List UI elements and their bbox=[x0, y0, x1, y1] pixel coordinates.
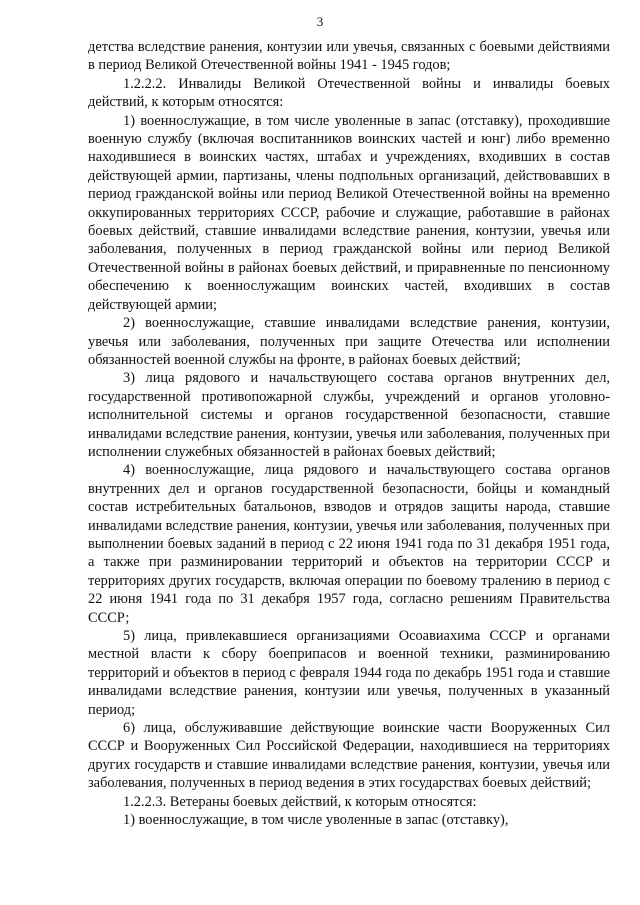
paragraph-item-5: 5) лица, привлекавшиеся организациями Осоавиахима СССР и органами местной власти к сбору боеприпасов и военной техники, разминированию территорий и объектов в период с февраля 1944 года по декабрь 1951 года и ставшие инвалидами вследствие ранения, контузии или увечья, полученных в указанный период; bbox=[88, 628, 610, 718]
paragraph-item-4: 4) военнослужащие, лица рядового и начальствующего состава органов внутренних дел и органов государственной безопасности, бойцы и командный состав истребительных батальонов, взводов и отрядов защиты народа, ставшие инвалидами вследствие ранения, контузии, увечья или заболевания, полученных при выполнении боевых заданий в период с 22 июня 1941 года по 31 декабря 1951 года, а также при разминировании территорий и объектов на территории СССР и территориях других государств, включая операции по боевому тралению в период с 22 июня 1941 года по 31 декабря 1957 года, согласно решениям Правительства СССР; bbox=[88, 462, 610, 626]
paragraph-item-2: 2) военнослужащие, ставшие инвалидами вследствие ранения, контузии, увечья или заболевания, полученных при защите Отечества или исполнении обязанностей военной службы на фронте, в районах боевых действий; bbox=[88, 315, 610, 368]
paragraph-item-3: 3) лица рядового и начальствующего состава органов внутренних дел, государственной противопожарной службы, учреждений и органов уголовно-исполнительной системы и органов государственной безопасности, ставшие инвалидами вследствие ранения, контузии, увечья или заболевания, полученных при исполнении служебных обязанностей в районах боевых действий; bbox=[88, 370, 610, 460]
paragraph-section-1-2-2-3: 1.2.2.3. Ветераны боевых действий, к которым относятся: bbox=[123, 793, 477, 810]
page-number: 3 bbox=[316, 14, 324, 29]
document-body bbox=[88, 38, 610, 829]
paragraph-item-1-veterans: 1) военнослужащие, в том числе уволенные в запас (отставку), bbox=[123, 812, 509, 829]
paragraph-item-6: 6) лица, обслуживавшие действующие воинские части Вооруженных Сил СССР и Вооруженных Сил Российской Федерации, находившиеся на территориях других государств и ставшие инвалидами вследствие ранения, контузии, увечья или заболевания, полученных в период ведения в этих государствах боевых действий; bbox=[88, 720, 610, 792]
paragraph-section-1-2-2-2: 1.2.2.2. Инвалиды Великой Отечественной войны и инвалиды боевых действий, к которым относятся: bbox=[88, 75, 610, 111]
paragraph-continuation: детства вследствие ранения, контузии или увечья, связанных с боевыми действиями в период Великой Отечественной войны 1941 - 1945 годов; bbox=[88, 39, 610, 74]
paragraph-item-1: 1) военнослужащие, в том числе уволенные в запас (отставку), проходившие военную службу (включая воспитанников воинских частей и юнг) либо временно находившиеся в воинских частях, штабах и учреждениях, входивших в состав действующей армии, партизаны, члены подпольных организаций, действовавших в период гражданской войны или период Великой Отечественной войны на временно оккупированных территориях СССР, рабочие и служащие, работавшие в районах боевых действий, ставшие инвалидами вследствие ранения, контузии, увечья или заболевания, полученных в период гражданской войны или период Великой Отечественной войны в районах боевых действий, и приравненные по пенсионному обеспечению к военнослужащим воинских частей, входивших в состав действующей армии; bbox=[88, 112, 610, 313]
